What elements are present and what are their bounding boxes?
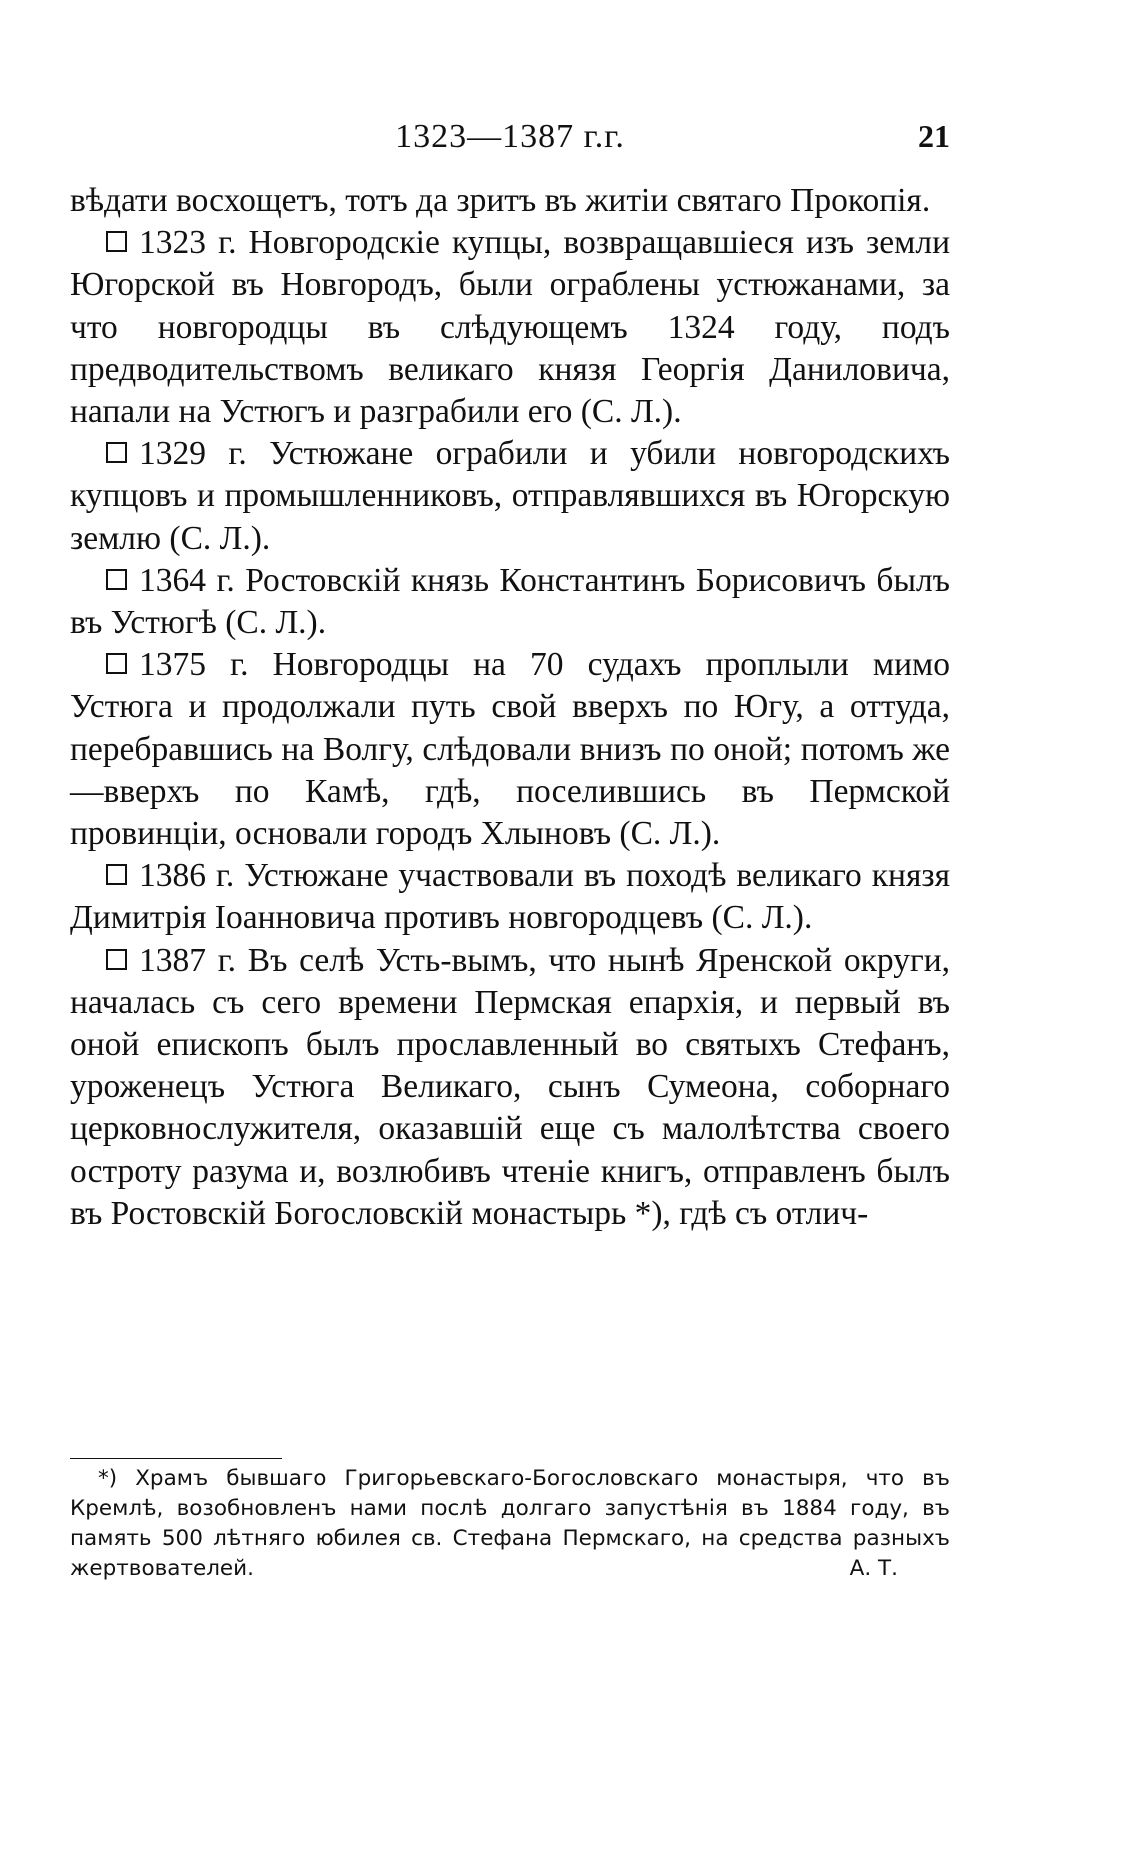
footnote [70,1464,950,1584]
chronicle-entry-1364 [70,560,950,644]
entry-text: 1375 г. Новгородцы на 70 судахъ проплыли мимо Устюга и продолжали путь свой вверхъ по Югу, а оттуда, перебравшись на Волгу, слѣдовали внизъ по оной; потомъ же—вверхъ по Камѣ, гдѣ, поселившись въ Пермской провинцiи, основали городъ Хлыновъ (С. Л.). [70,646,950,853]
entry-text: 1323 г. Новгородскiе купцы, возвращавшiеся изъ земли Югорской въ Новгородъ, были ограблены устюжанами, за что новгородцы въ слѣдующемъ 1324 году, подъ предводительствомъ великаго князя Георгiя Даниловича, напали на Устюгъ и разграбили его (С. Л.). [70,224,950,431]
entry-text: 1386 г. Устюжане участвовали въ походѣ великаго князя Димитрiя Iоанновича противъ новгородцевъ (С. Л.). [70,857,950,937]
entry-text: 1387 г. Въ селѣ Усть-вымъ, что нынѣ Яренской округи, началась съ сего времени Пермская епархiя, и первый въ оной епископъ былъ прославленный во святыхъ Стефанъ, уроженецъ Устюга Великаго, сынъ Сумеона, соборнаго церковнослужителя, оказавшiй еще съ малолѣтства своего остроту разума и, возлюбивъ чтенiе книгъ, отправленъ былъ въ Ростовскiй Богословскiй монастырь *), гдѣ съ отлич- [70,941,950,1232]
entry-bullet-icon [106,949,127,970]
entry-bullet-icon [106,569,127,590]
body-text [70,180,950,1235]
chronicle-entry-1386 [70,855,950,939]
book-page [70,0,950,1850]
continuation-paragraph: вѣдати восхощетъ, тотъ да зритъ въ житiи святаго Прокопiя. [70,182,931,219]
chronicle-entry-1387 [70,940,950,1235]
page-number: 21 [918,118,950,154]
entry-text: 1364 г. Ростовскiй князь Константинъ Борисовичъ былъ въ Устюгѣ (С. Л.). [70,561,950,642]
chronicle-entry-1375 [70,644,950,855]
entry-bullet-icon [106,653,127,674]
chronicle-entry-1323 [70,222,950,433]
running-title: 1323—1387 г.г. [395,118,625,155]
entry-bullet-icon [106,864,127,885]
entry-text: 1329 г. Устюжане ограбили и убили новгородскихъ купцовъ и промышленниковъ, отправлявшихся въ Югорскую землю (С. Л.). [70,435,950,557]
footnote-divider [70,1458,282,1459]
entry-bullet-icon [106,231,127,252]
footnote-text: *) Храмъ бывшаго Григорьевскаго-Богословскаго монастыря, что въ Кремлѣ, возобновленъ нами послѣ долгаго запустѣнiя въ 1884 году, въ память 500 лѣтняго юбилея св. Стефана Пермскаго, на средства разныхъ жертвователей. [70,1466,950,1581]
entry-bullet-icon [106,442,127,463]
running-head [70,118,950,168]
footnote-signature: А. Т. [849,1556,898,1581]
chronicle-entry-1329 [70,433,950,560]
